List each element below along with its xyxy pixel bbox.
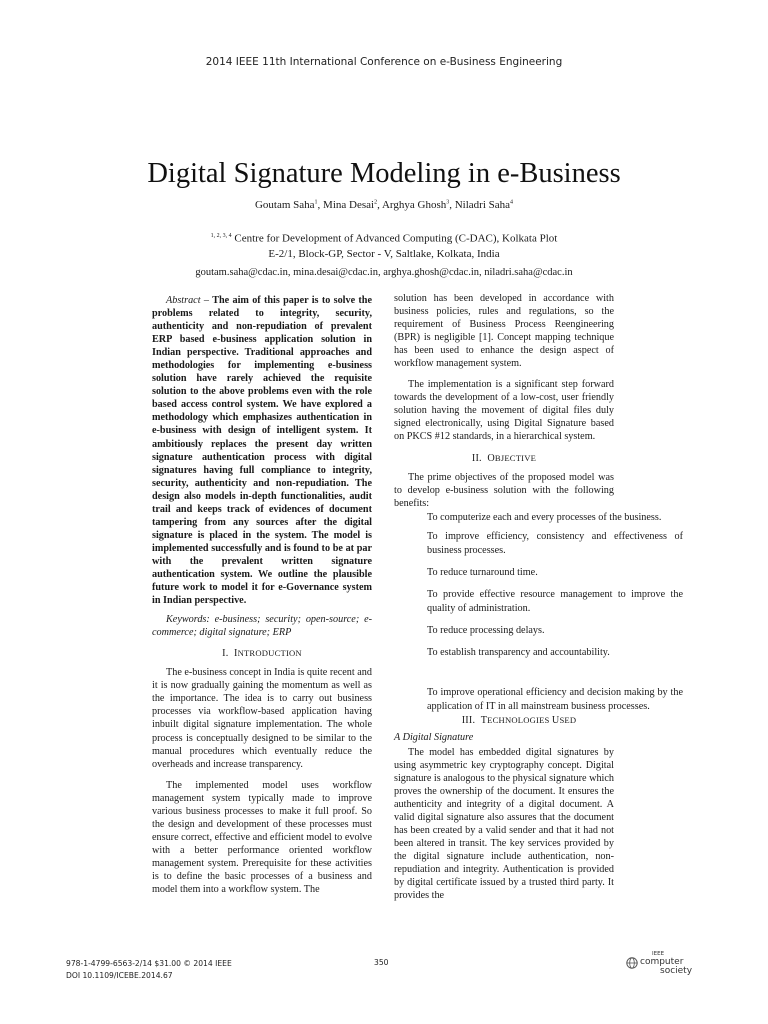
introduction-paragraph-1: The e-business concept in India is quite recent and it is now gradually gaining the momentum as well as the importance. The idea is to carry out business processes via workflow-based application having inbuilt digital signature implementation. The whole process is conceptually designed to be similar to the manual procedures which eventually reduce the overheads and increase transparency. (152, 667, 372, 770)
list-item: To provide effective resource management to improve the quality of administration. (427, 588, 683, 614)
section-heading-objective (394, 452, 614, 465)
subsection-heading: A Digital Signature (394, 731, 474, 743)
continued-paragraph: solution has been developed in accordance with business policies, rules and regulations, so the requirement of Business Process Reengineering (BPR) is negligible [1]. Concept mapping technique has been used to enhance the design aspect of workflow management system. (394, 293, 614, 370)
section-number: II. (471, 452, 482, 464)
section-rest-2: SED (559, 714, 577, 725)
footer-isbn: 978-1-4799-6563-2/14 $31.00 © 2014 IEEE (66, 959, 232, 968)
benefit-list (394, 511, 683, 714)
author-emails: goutam.saha@cdac.in, mina.desai@cdac.in, arghya.ghosh@cdac.in, niladri.saha@cdac.in (195, 267, 573, 278)
logo-computer: computer (640, 957, 684, 967)
affiliation-line-2: E-2/1, Block-GP, Sector - V, Saltlake, Kolkata, India (268, 247, 500, 260)
author-sep: , (317, 199, 324, 211)
implementation-paragraph: The implementation is a significant step forward towards the development of a low-cost, user friendly solution having the movement of digital files duly signed electronically, using Digital Signature based on PKCS #12 standards, in a hierarchical system. (394, 379, 614, 443)
list-item: To establish transparency and accountability. (427, 646, 610, 658)
footer-info (66, 958, 232, 982)
list-item: To reduce turnaround time. (427, 566, 538, 578)
logo-ieee: IEEE (652, 951, 665, 957)
list-item: To reduce processing delays. (427, 624, 545, 636)
logo-society: society (660, 966, 693, 976)
author-name: Goutam Saha (254, 199, 315, 211)
author-sep: , (377, 199, 382, 211)
author-sep: , (449, 199, 455, 211)
left-column (152, 294, 372, 896)
author-sup: 3 (446, 199, 450, 206)
author-sup: 1 (314, 199, 318, 206)
objective-intro: The prime objectives of the proposed model was to develop e-business solution with the following benefits: (394, 471, 614, 509)
section-heading-introduction (152, 647, 372, 660)
author-sup: 4 (510, 199, 514, 206)
section-rest: ECHNOLOGIES (487, 714, 552, 725)
globe-icon (626, 957, 638, 969)
page-number: 350 (374, 958, 389, 967)
footer-doi: DOI 10.1109/ICEBE.2014.67 (66, 971, 173, 980)
section-initial: T (480, 714, 488, 726)
section-rest: NTRODUCTION (237, 648, 302, 659)
section-initial-2: U (551, 714, 560, 726)
conference-header: 2014 IEEE 11th International Conference on e-Business Engineering (205, 56, 563, 68)
list-item: To improve operational efficiency and decision making by the application of IT in all mainstream business processes. (427, 686, 683, 712)
keywords: Keywords: e-business; security; open-source; e-commerce; digital signature; ERP (152, 614, 372, 639)
section-number: I. (222, 648, 229, 660)
paper-title: Digital Signature Modeling in e-Business (147, 158, 621, 189)
section-rest: BJECTIVE (494, 452, 537, 463)
author-name: Arghya Ghosh (381, 199, 447, 211)
section-initial: I (233, 648, 238, 660)
affiliation-sup: 1, 2, 3, 4 (210, 233, 232, 239)
author-list (0, 199, 768, 211)
section-heading-technologies (394, 714, 614, 727)
abstract-text: The aim of this paper is to solve the problems related to integrity, security, authenticity and non-repudiation of prevalent ERP based e-business application solution in Indian perspective. Traditional approaches and methodologies for implementing e-business solution have rarely achieved the requisite solution to the above problems even with the role based access control system. We have explored a methodology which emphasizes authentication in e-business with design of intelligent system. It ambitiously replaces the present day written signature authentication process with digital signatures having full compliance to integrity, security, authenticity and non-repudiation. The design also models in-depth functionalities, audit trail and keeps track of evidences of document tampering from any sources after the digital signature is placed in the system. The model is implemented successfully and is found to be at par with the prevalent written signature authentication system. We outline the plausible future work to model it for e-Governance system in Indian perspective. (152, 295, 372, 607)
digital-signature-paragraph: The model has embedded digital signatures by using asymmetric key cryptography concept. Digital signature is analogous to the physical signature which proves the ownership of the document. It ensures the authenticity and integrity of a digital document. A valid digital signature also assures that the document has been created by a valid sender and that it had not been altered in transit. The key services provided by the digital signature include authentication, non-repudiation and integrity. Authentication is provided by digital certificate issued by a trusted third party. It provides the (394, 746, 614, 902)
right-column (394, 292, 683, 902)
affiliation (0, 229, 768, 262)
list-item: To improve efficiency, consistency and effectiveness of business processes. (427, 530, 683, 556)
author-name: Niladri Saha (454, 199, 511, 211)
affiliation-line-1: Centre for Development of Advanced Computing (C-DAC), Kolkata Plot (231, 232, 558, 245)
list-item: To computerize each and every processes of the business. (427, 511, 662, 523)
abstract (152, 294, 372, 607)
section-number: III. (461, 714, 476, 726)
abstract-lead: Abstract – (166, 295, 213, 306)
author-name: Mina Desai (323, 199, 375, 211)
introduction-paragraph-2: The implemented model uses workflow management system typically made to improve various business processes to make it full proof. So the design and development of these processes must ensure correct, effective and efficient model to evolve with a better performance oriented workflow management system. Prerequisite for these activities is to define the basic processes of a business and model them into a workflow system. The (152, 779, 372, 896)
section-initial: O (487, 452, 495, 464)
ieee-computer-society-logo (626, 950, 696, 976)
author-sup: 2 (374, 199, 378, 206)
logo-text (640, 950, 692, 976)
